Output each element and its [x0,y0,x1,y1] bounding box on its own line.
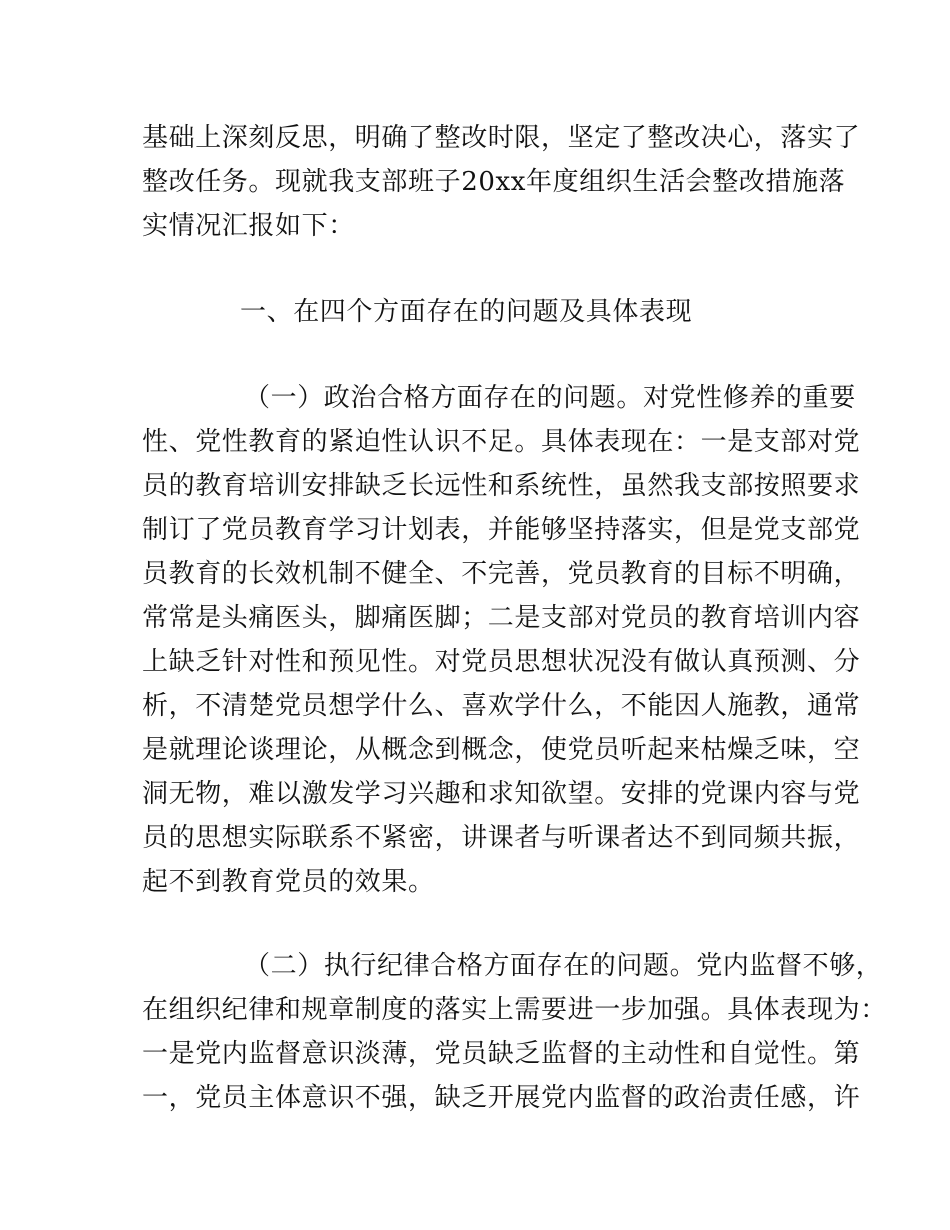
paragraph2-line-4: 一，党员主体意识不强，缺乏开展党内监督的政治责任感，许 [142,1083,861,1113]
paragraph1-line-1: （一）政治合格方面存在的问题。对党性修养的重要 [244,383,856,413]
paragraph1-line-11: 员的思想实际联系不紧密，讲课者与听课者达不到同频共振， [142,823,861,853]
paragraph1-line-7: 上缺乏针对性和预见性。对党员思想状况没有做认真预测、分 [142,647,861,677]
paragraph1-line-12: 起不到教育党员的效果。 [142,867,435,897]
intro-line-1: 基础上深刻反思，明确了整改时限，坚定了整改决心，落实了 [142,123,861,153]
paragraph1-line-8: 析，不清楚党员想学什么、喜欢学什么，不能因人施教，通常 [142,691,861,721]
paragraph1-line-6: 常常是头痛医头，脚痛医脚；二是支部对党员的教育培训内容 [142,603,861,633]
paragraph2-line-2: 在组织纪律和规章制度的落实上需要进一步加强。具体表现为： [142,995,887,1025]
paragraph2-line-1: （二）执行纪律合格方面存在的问题。党内监督不够， [244,951,883,981]
paragraph1-line-4: 制订了党员教育学习计划表，并能够坚持落实，但是党支部党 [142,515,861,545]
paragraph2-line-3: 一是党内监督意识淡薄，党员缺乏监督的主动性和自觉性。第 [142,1039,861,1069]
paragraph1-line-3: 员的教育培训安排缺乏长远性和系统性，虽然我支部按照要求 [142,471,861,501]
paragraph1-line-5: 员教育的长效机制不健全、不完善，党员教育的目标不明确， [142,559,861,589]
intro-line-3: 实情况汇报如下： [142,211,355,241]
paragraph1-line-2: 性、党性教育的紧迫性认识不足。具体表现在：一是支部对党 [142,427,861,457]
paragraph1-line-10: 洞无物，难以激发学习兴趣和求知欲望。安排的党课内容与党 [142,779,861,809]
paragraph1-line-9: 是就理论谈理论，从概念到概念，使党员听起来枯燥乏味，空 [142,735,861,765]
section-heading: 一、在四个方面存在的问题及具体表现 [240,297,693,327]
intro-line-2: 整改任务。现就我支部班子20xx年度组织生活会整改措施落 [142,167,846,197]
